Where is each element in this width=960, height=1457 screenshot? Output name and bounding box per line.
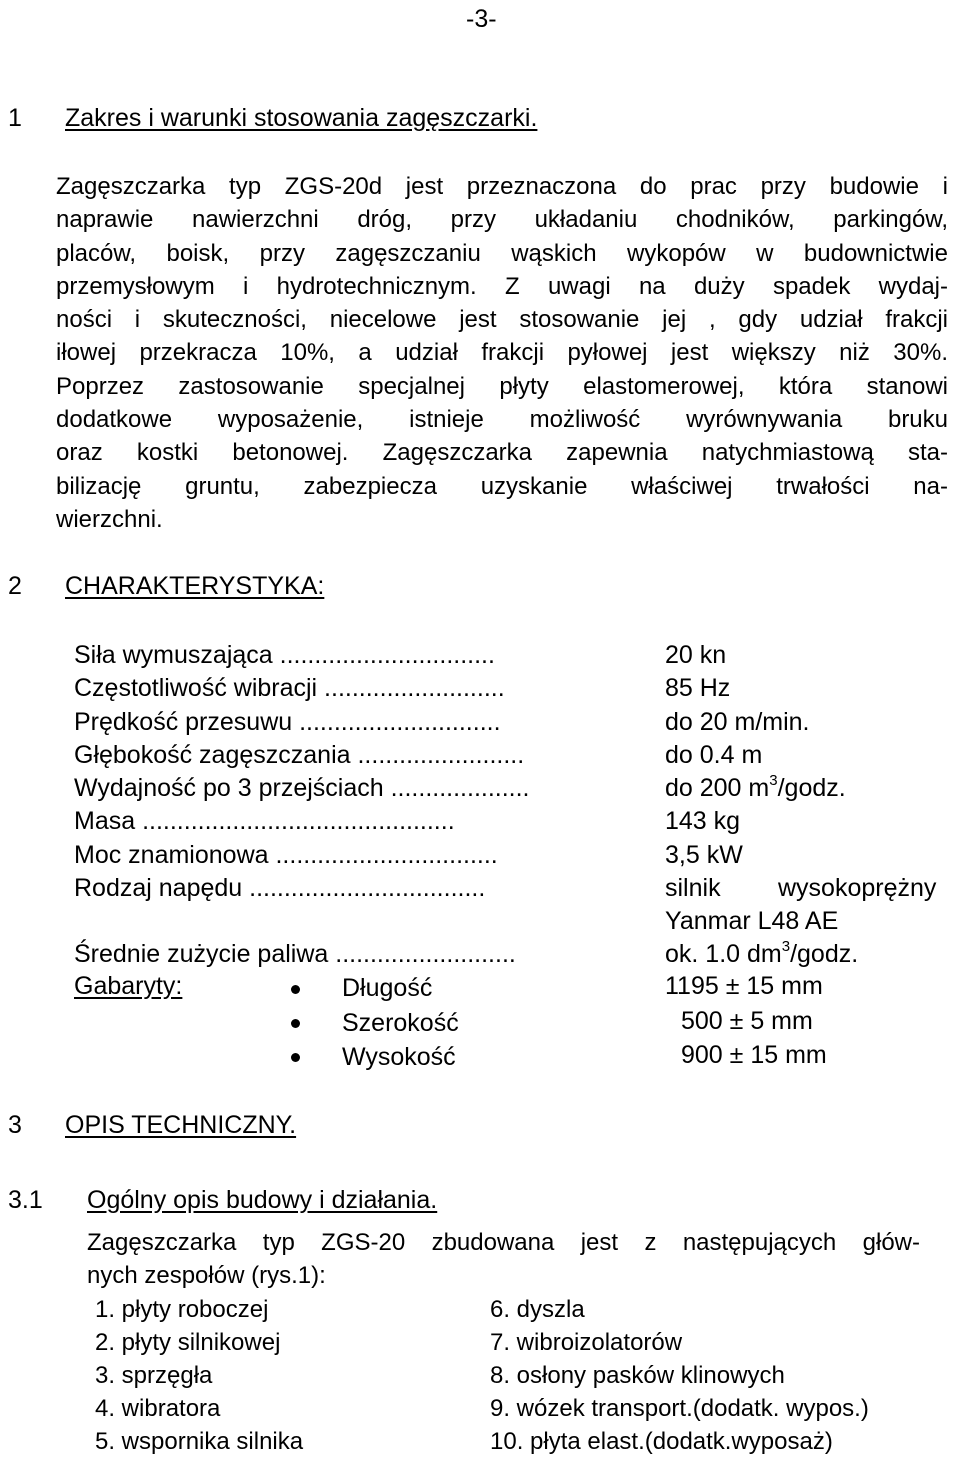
part-item: 10. płyta elast.(dodatk.wyposaż) (490, 1428, 833, 1455)
paragraph-line: naprawie nawierzchni dróg, przy układaniu chodników, parkingów, (56, 206, 948, 234)
spec-label-force: Siła wymuszająca ............................... (74, 641, 495, 669)
spec-label-capacity: Wydajność po 3 przejściach .................... (74, 774, 530, 802)
bullet-icon (291, 985, 300, 994)
spec-value-drive-b: wysokoprężny (778, 874, 937, 902)
paragraph-line: ności i skuteczności, niecelowe jest stosowanie jej , gdy udział frakcji (56, 306, 948, 334)
spec-value-force: 20 kn (665, 641, 727, 669)
part-item: 5. wspornika silnika (95, 1428, 304, 1455)
spec-value-capacity: do 200 $m^3$/godz. (665, 772, 846, 802)
spec-label-fuel: Średnie zużycie paliwa .......................... (74, 940, 516, 968)
bullet-icon (291, 1053, 300, 1062)
spec-value-frequency: 85 Hz (665, 674, 731, 702)
part-item: 8. osłony pasków klinowych (490, 1362, 785, 1389)
section-2-number: 2 (8, 572, 22, 600)
part-item: 7. wibroizolatorów (490, 1329, 683, 1356)
intro-line: nych zespołów (rys.1): (87, 1262, 326, 1289)
paragraph-line: bilizację gruntu, zabezpiecza uzyskanie właściwej trwałości na- (56, 472, 948, 500)
section-2-title: CHARAKTERYSTYKA: (65, 572, 325, 600)
spec-label-mass: Masa ............................................. (74, 807, 455, 835)
spec-value-drive-engine: Yanmar L48 AE (665, 907, 839, 935)
dimension-value-length: 1195 ± 15 mm (665, 972, 823, 1000)
paragraph-line: placów, boisk, przy zagęszczaniu wąskich wykopów w budownictwie (56, 239, 948, 267)
spec-value-mass: 143 kg (665, 807, 741, 835)
paragraph-line: Poprzez zastosowanie specjalnej płyty elastomerowej, która stanowi (56, 372, 948, 400)
dimensions-label: Gabaryty: (74, 972, 183, 1000)
part-item: 2. płyty silnikowej (95, 1329, 281, 1356)
page-number: -3- (466, 5, 497, 33)
part-item: 3. sprzęgła (95, 1362, 213, 1389)
spec-value-depth: do 0.4 m (665, 741, 763, 769)
part-item: 6. dyszla (490, 1296, 585, 1323)
section-1-paragraph (56, 170, 948, 536)
dimension-value-height: 900 ± 15 mm (681, 1041, 827, 1069)
section-1-number: 1 (8, 104, 22, 132)
part-item: 1. płyty roboczej (95, 1296, 269, 1323)
part-item: 4. wibratora (95, 1395, 221, 1422)
paragraph-line: przemysłowym i hydrotechnicznym. Z uwagi na duży spadek wydaj- (56, 272, 948, 300)
section-1-title: Zakres i warunki stosowania zagęszczarki. (65, 104, 538, 132)
spec-label-power: Moc znamionowa ................................ (74, 841, 498, 869)
section-3-number: 3 (8, 1111, 22, 1139)
bullet-icon (291, 1019, 300, 1028)
paragraph-line: iłowej przekracza 10%, a udział frakcji pyłowej jest większy niż 30%. (56, 339, 948, 367)
dimension-name-width: Szerokość (342, 1009, 459, 1037)
spec-label-drive: Rodzaj napędu .................................. (74, 874, 486, 902)
dimension-name-height: Wysokość (342, 1043, 456, 1071)
spec-value-power: 3,5 kW (665, 841, 743, 869)
spec-value-fuel: ok. 1.0 $dm^3$/godz. (665, 938, 859, 968)
part-item: 9. wózek transport.(dodatk. wypos.) (490, 1395, 869, 1422)
spec-value-drive-a: silnik (665, 874, 721, 902)
spec-label-speed: Prędkość przesuwu ............................. (74, 708, 501, 736)
section-3-title: OPIS TECHNICZNY. (65, 1111, 297, 1139)
paragraph-line: dodatkowe wyposażenie, istnieje możliwość wyrównywania bruku (56, 406, 948, 434)
paragraph-line: oraz kostki betonowej. Zagęszczarka zapewnia natychmiastową sta- (56, 439, 948, 467)
dimension-value-width: 500 ± 5 mm (681, 1007, 813, 1035)
spec-value-speed: do 20 m/min. (665, 708, 810, 736)
subsection-title: Ogólny opis budowy i działania. (87, 1186, 438, 1214)
subsection-number: 3.1 (8, 1186, 43, 1214)
paragraph-line: wierzchni. (56, 505, 163, 533)
spec-label-frequency: Częstotliwość wibracji .......................... (74, 674, 505, 702)
spec-label-depth: Głębokość zagęszczania ........................ (74, 741, 525, 769)
paragraph-line: Zagęszczarka typ ZGS-20d jest przeznaczona do prac przy budowie i (56, 173, 948, 200)
dimension-name-length: Długość (342, 974, 433, 1002)
intro-line: Zagęszczarka typ ZGS-20 zbudowana jest z następujących głów- (87, 1229, 920, 1256)
